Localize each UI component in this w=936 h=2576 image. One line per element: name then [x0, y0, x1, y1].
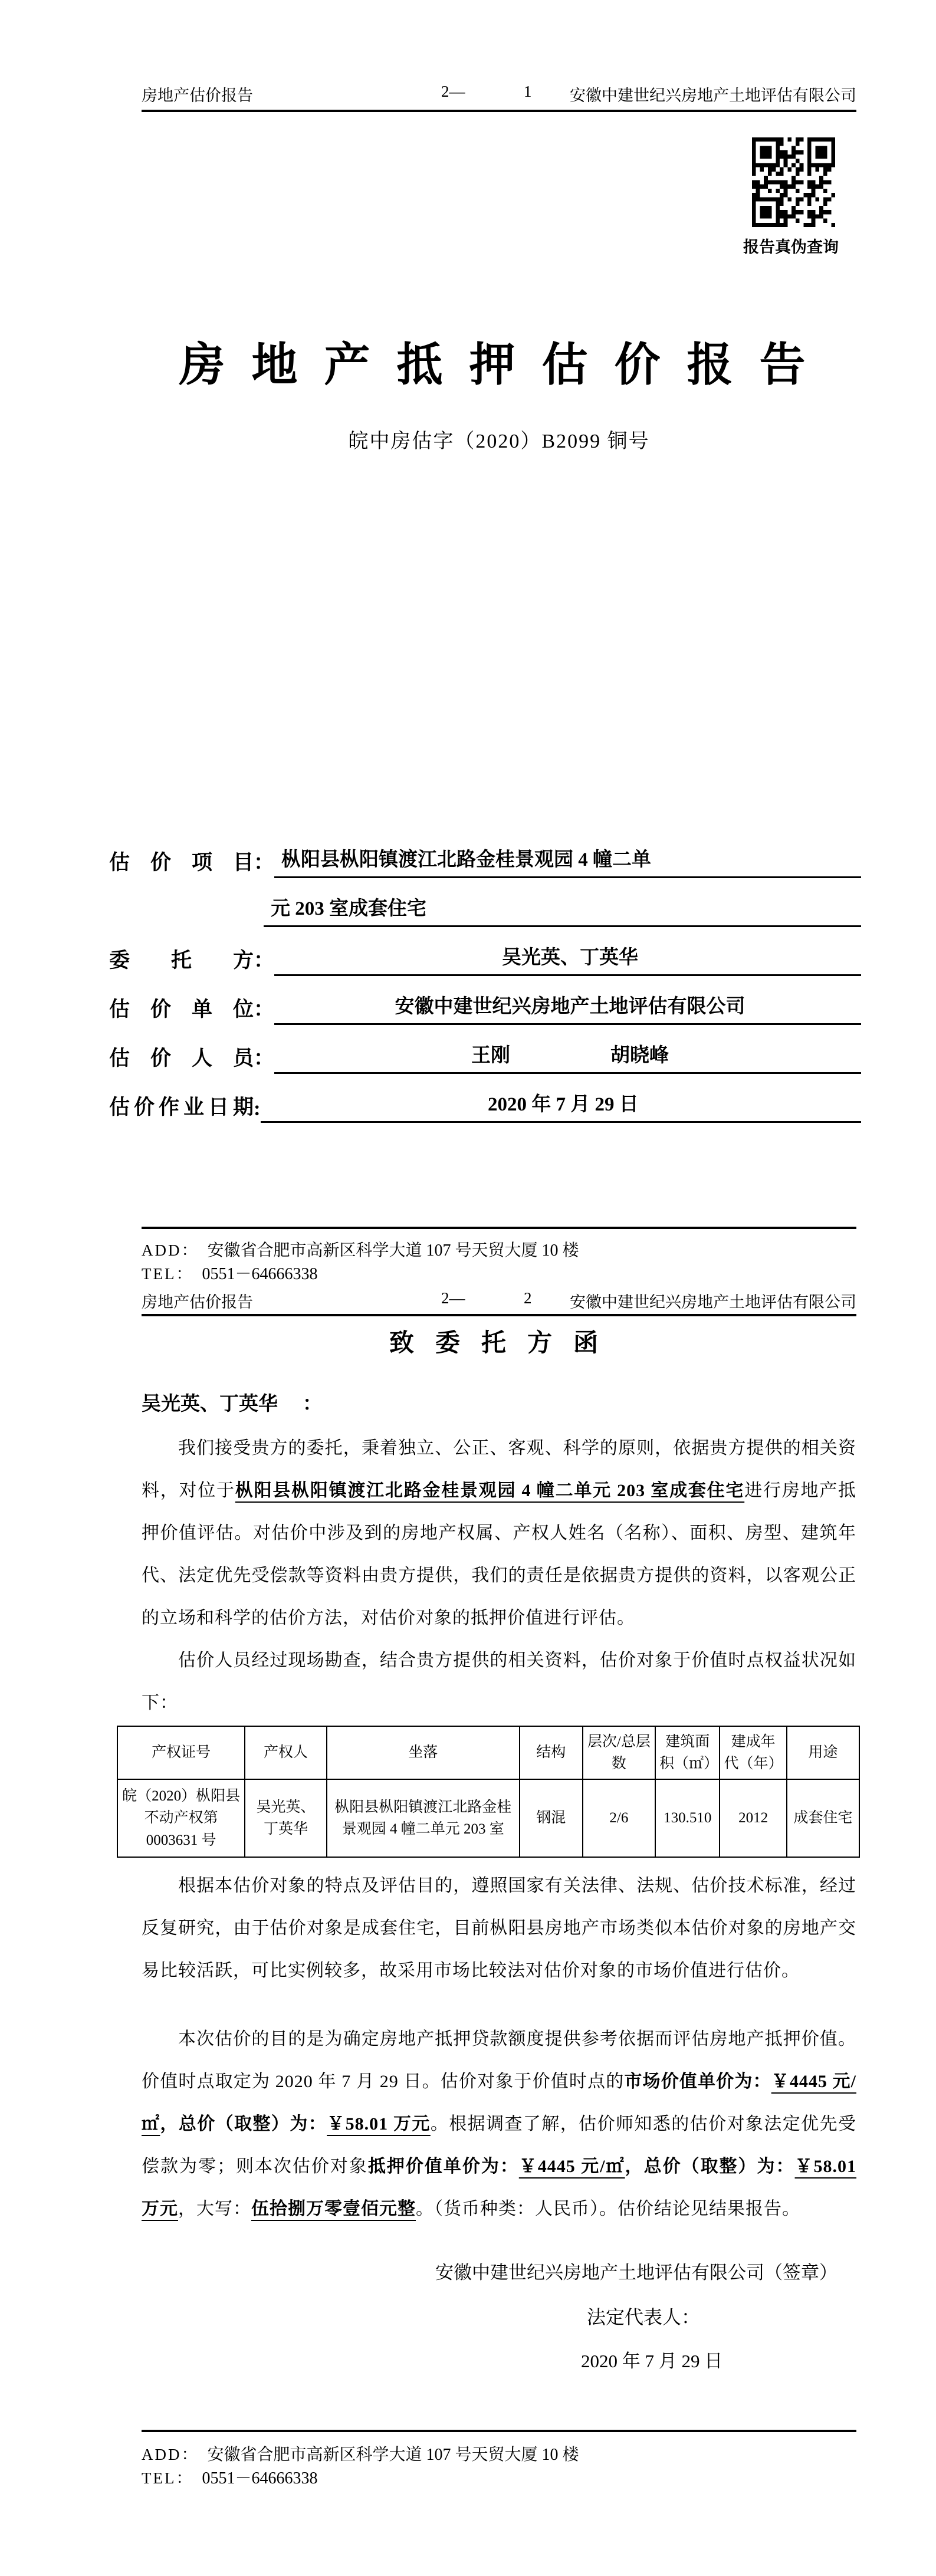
form-row-date — [109, 1074, 861, 1123]
tel-value: 0551－64666338 — [202, 1265, 318, 1283]
cell-floor: 2/6 — [583, 1779, 655, 1857]
header-company-name: 安徽中建世纪兴房地产土地评估有限公司 — [570, 1293, 856, 1311]
header-company-name: 安徽中建世纪兴房地产土地评估有限公司 — [570, 87, 856, 104]
cell-year: 2012 — [720, 1779, 786, 1857]
form-value-date: 2020 年 7 月 29 日 — [261, 1089, 861, 1123]
page1-running-header — [142, 83, 856, 106]
qr-caption: 报告真伪查询 — [743, 238, 839, 256]
header-doc-type: 房地产估价报告 — [142, 1293, 253, 1311]
header-page-number: 2 — [524, 1289, 532, 1307]
letter-paragraph-1: 我们接受贵方的委托，秉着独立、公正、客观、科学的原则，依据贵方提供的相关资料，对位于枞阳县枞阳镇渡江北路金桂景观园 4 幢二单元 203 室成套住宅进行房地产抵押价值评估。对估价中涉及到的房地产权属、产权人姓名（名称）、面积、房型、建筑年代、法定优先受偿款等资料由贵方提供，我们的责任是依据贵方提供的资料，以客观公正的立场和科学的估价方法，对估价对象的抵押价值进行评估。 — [142, 1438, 857, 1628]
address-value: 安徽省合肥市高新区科学大道 107 号天贸大厦 10 楼 — [207, 2446, 579, 2464]
col-header-floor: 层次/总层数 — [583, 1726, 655, 1779]
col-header-year: 建成年代（年） — [720, 1726, 786, 1779]
cell-structure: 钢混 — [520, 1779, 583, 1857]
cover-form — [109, 829, 861, 1123]
form-row-client — [109, 927, 861, 976]
page2-footer-rule — [142, 2430, 856, 2432]
form-colon: ： — [254, 949, 275, 972]
page1-footer-rule — [142, 1227, 856, 1229]
tel-label: TEL： — [142, 1265, 194, 1283]
address-label: ADD： — [142, 2446, 199, 2463]
header-doc-type: 房地产估价报告 — [142, 87, 253, 104]
address-value: 安徽省合肥市高新区科学大道 107 号天贸大厦 10 楼 — [207, 1241, 579, 1260]
form-label-project: 估价项目 — [109, 851, 254, 874]
cell-area: 130.510 — [655, 1779, 720, 1857]
letter-salutation — [142, 1388, 322, 1416]
tel-value: 0551－64666338 — [202, 2469, 318, 2488]
page1-header-rule — [142, 110, 856, 112]
salutation-names: 吴光英、丁英华 — [142, 1394, 278, 1415]
form-value-client: 吴光英、丁英华 — [274, 942, 861, 976]
form-colon: ： — [254, 851, 275, 874]
letter-paragraph-3: 根据本估价对象的特点及评估目的，遵照国家有关法律、法规、估价技术标准，经过反复研究，由于估价对象是成套住宅，目前枞阳县房地产市场类似本估价对象的房地产交易比较活跃，可比实例较多，故采用市场比较法对估价对象的市场价值进行估价。 — [142, 1876, 856, 1980]
form-value-agency: 安徽中建世纪兴房地产土地评估有限公司 — [274, 991, 861, 1025]
form-row-appraisers — [109, 1025, 861, 1074]
cell-owner: 吴光英、丁英华 — [245, 1779, 326, 1857]
appraiser-name-1: 王刚 — [471, 1045, 510, 1066]
cell-location: 枞阳县枞阳镇渡江北路金桂景观园 4 幢二单元 203 室 — [327, 1779, 520, 1857]
signature-company-seal-line: 安徽中建世纪兴房地产土地评估有限公司（签章） — [435, 2262, 838, 2283]
letter-title: 致委托方函 — [389, 1330, 619, 1357]
form-value-appraisers — [274, 1040, 861, 1074]
header-page-prefix: 2— — [441, 83, 465, 100]
header-page-prefix: 2— — [441, 1289, 465, 1307]
tel-label: TEL： — [142, 2469, 194, 2487]
page2-running-header — [142, 1289, 856, 1313]
form-label-agency: 估价单位 — [109, 998, 254, 1021]
qr-code-icon — [752, 137, 835, 227]
page2-footer-address — [142, 2442, 856, 2465]
page1-footer-tel — [142, 1261, 856, 1284]
signature-date: 2020 年 7 月 29 日 — [581, 2351, 723, 2371]
form-label-client: 委托方 — [109, 949, 254, 972]
form-row-agency — [109, 976, 861, 1025]
form-colon: : — [254, 1097, 261, 1120]
page2-footer-tel — [142, 2465, 856, 2489]
letter-paragraph-2: 估价人员经过现场勘查，结合贵方提供的相关资料，估价对象于价值时点权益状况如下： — [142, 1651, 856, 1713]
page1-footer-address — [142, 1237, 856, 1261]
table-header-row — [117, 1726, 859, 1779]
letter-paragraph-4: 本次估价的目的是为确定房地产抵押贷款额度提供参考依据而评估房地产抵押价值。价值时点取定为 2020 年 7 月 29 日。估价对象于价值时点的市场价值单价为：￥4445 元/㎡，总价（取整）为：￥58.01 万元。根据调查了解，估价师知悉的估价对象法定优先受偿款为零；则本次估价对象抵押价值单价为：￥4445 元/㎡，总价（取整）为：￥58.01 万元，大写：伍拾捌万零壹佰元整。（货币种类：人民币）。估价结论见结果报告。 — [142, 2029, 857, 2219]
col-header-location: 坐落 — [327, 1726, 520, 1779]
page2-header-rule — [142, 1314, 856, 1316]
col-header-structure: 结构 — [520, 1726, 583, 1779]
form-colon: ： — [254, 998, 275, 1021]
form-label-date: 估价作业日期 — [109, 1096, 254, 1119]
property-rights-table — [117, 1726, 860, 1858]
form-row-project — [109, 829, 861, 878]
cell-use: 成套住宅 — [787, 1779, 859, 1857]
address-label: ADD： — [142, 1241, 199, 1259]
form-label-appraisers: 估价人员 — [109, 1047, 254, 1070]
report-document-number: 皖中房估字（2020）B2099 铜号 — [348, 431, 650, 452]
report-main-title: 房地产抵押估价报告 — [179, 339, 832, 390]
col-header-cert-no: 产权证号 — [117, 1726, 245, 1779]
header-page-number: 1 — [524, 83, 532, 100]
appraiser-name-2: 胡晓峰 — [610, 1045, 669, 1066]
form-value-project-line1: 枞阳县枞阳镇渡江北路金桂景观园 4 幢二单 — [274, 844, 861, 878]
col-header-owner: 产权人 — [245, 1726, 326, 1779]
report-verification-qr-block — [743, 137, 839, 257]
form-row-project-cont — [109, 878, 861, 927]
signature-legal-representative: 法定代表人： — [587, 2306, 701, 2328]
cell-cert-no: 皖（2020）枞阳县不动产权第0003631 号 — [117, 1779, 245, 1857]
col-header-area: 建筑面积（㎡） — [655, 1726, 720, 1779]
salutation-colon: ： — [303, 1394, 322, 1415]
col-header-use: 用途 — [787, 1726, 859, 1779]
form-colon: ： — [254, 1047, 275, 1070]
table-row — [117, 1779, 859, 1857]
form-value-project-line2: 元 203 室成套住宅 — [264, 893, 861, 927]
